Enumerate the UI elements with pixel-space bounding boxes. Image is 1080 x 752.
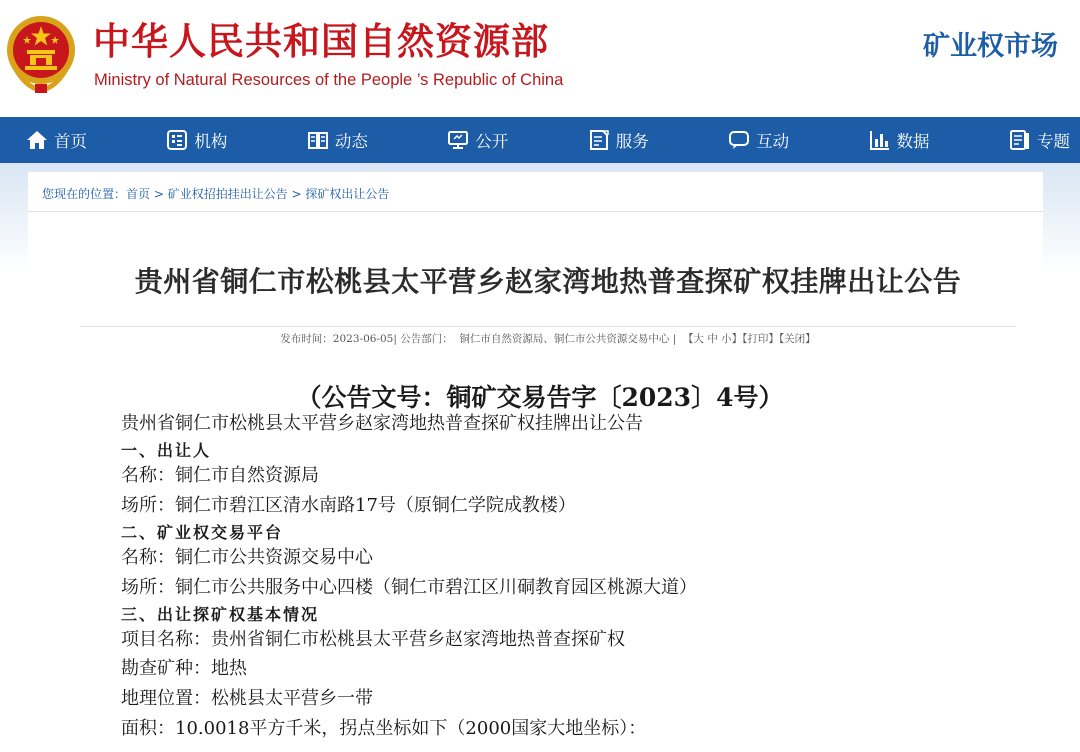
body-line: 面积：10.0018平方千米，拐点坐标如下（2000国家大地坐标）： xyxy=(121,718,647,739)
org-icon xyxy=(166,129,188,151)
nav-item-data[interactable] xyxy=(869,117,930,163)
public-icon xyxy=(447,129,469,151)
nav-item-label: 动态 xyxy=(334,132,368,151)
breadcrumb-link-home[interactable]: 首页 xyxy=(126,187,151,201)
dept-label: | 公告部门： xyxy=(393,333,453,345)
meta-separator: | xyxy=(672,333,677,345)
document-number: （公告文号：铜矿交易告字〔2023〕4号） xyxy=(296,383,784,412)
body-line: 场所：铜仁市公共服务中心四楼（铜仁市碧江区川硐教育园区桃源大道） xyxy=(121,577,697,598)
home-icon xyxy=(26,129,48,151)
body-line: 贵州省铜仁市松桃县太平营乡赵家湾地热普查探矿权挂牌出让公告 xyxy=(121,413,643,434)
nav-item-home[interactable] xyxy=(26,117,87,163)
font-size-control[interactable]: 【大 中 小】 xyxy=(683,333,743,345)
nav-item-label: 服务 xyxy=(615,132,649,151)
nav-item-label: 首页 xyxy=(54,132,87,151)
main-nav xyxy=(0,117,1080,163)
nav-item-label: 专题 xyxy=(1036,132,1070,151)
service-icon xyxy=(588,129,610,151)
chart-icon xyxy=(869,129,891,151)
news-icon xyxy=(307,129,329,151)
site-header xyxy=(0,0,1080,117)
nav-item-label: 公开 xyxy=(475,132,509,151)
title-divider xyxy=(80,326,1016,327)
breadcrumb-divider xyxy=(28,211,1043,212)
publish-date: 2023-06-05 xyxy=(332,333,394,345)
nav-item-topic[interactable] xyxy=(1009,117,1070,163)
print-button[interactable]: 【打印】 xyxy=(742,333,779,345)
body-line: 名称：铜仁市自然资源局 xyxy=(121,465,319,486)
national-emblem-icon xyxy=(5,14,77,94)
section-heading: 二、矿业权交易平台 xyxy=(121,523,284,542)
nav-item-org[interactable] xyxy=(166,117,227,163)
breadcrumb xyxy=(42,186,389,202)
article-title: 贵州省铜仁市松桃县太平营乡赵家湾地热普查探矿权挂牌出让公告 xyxy=(134,265,962,298)
breadcrumb-prefix: 您现在的位置： xyxy=(42,187,127,201)
section-heading: 一、出让人 xyxy=(121,441,212,460)
chat-icon xyxy=(728,129,750,151)
site-title: 中华人民共和国自然资源部 xyxy=(93,20,549,63)
nav-item-label: 数据 xyxy=(896,132,930,151)
body-line: 项目名称：贵州省铜仁市松桃县太平营乡赵家湾地热普查探矿权 xyxy=(121,629,625,650)
section-title[interactable]: 矿业权市场 xyxy=(923,31,1058,62)
breadcrumb-link-auction[interactable]: 矿业权招拍挂出让公告 xyxy=(167,187,288,201)
breadcrumb-separator: > xyxy=(287,187,306,201)
dept-name: 铜仁市自然资源局、铜仁市公共资源交易中心 xyxy=(459,333,670,345)
publish-label: 发布时间： xyxy=(280,333,333,345)
breadcrumb-link-exploration[interactable]: 探矿权出让公告 xyxy=(305,187,390,201)
body-line: 勘查矿种：地热 xyxy=(121,658,247,679)
body-line: 名称：铜仁市公共资源交易中心 xyxy=(121,547,373,568)
close-button[interactable]: 【关闭】 xyxy=(778,333,816,345)
topic-icon xyxy=(1009,129,1031,151)
breadcrumb-separator: > xyxy=(150,187,168,201)
section-heading: 三、出让探矿权基本情况 xyxy=(121,605,320,624)
nav-item-public[interactable] xyxy=(447,117,508,163)
nav-item-interact[interactable] xyxy=(728,117,789,163)
body-line: 场所：铜仁市碧江区清水南路17号（原铜仁学院成教楼） xyxy=(121,495,576,516)
nav-item-label: 机构 xyxy=(194,132,228,151)
nav-item-news[interactable] xyxy=(307,117,368,163)
nav-item-service[interactable] xyxy=(588,117,649,163)
nav-item-label: 互动 xyxy=(756,132,790,151)
body-line: 地理位置：松桃县太平营乡一带 xyxy=(121,688,373,709)
site-title-english: Ministry of Natural Resources of the People ’s Republic of China xyxy=(94,71,564,89)
article-meta xyxy=(28,332,1068,346)
